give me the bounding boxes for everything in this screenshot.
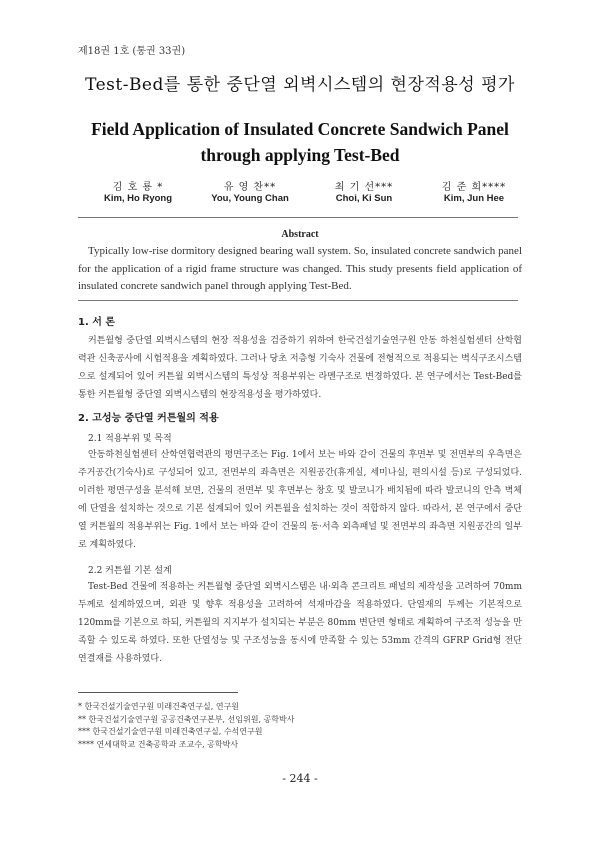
abstract-bottom-rule	[78, 300, 518, 301]
subsection-2-2-paragraph: Test-Bed 건물에 적용하는 커튼월형 중단열 외벽시스템은 내·외측 콘크리트 패널의 제작성을 고려하여 70mm 두께로 설계하였으며, 외관 및 향후 적용성을 고려하여 석재마감을 적용하였다. 단열재의 두께는 기본적으로 120mm를 기본으로 하되, 커튼월의 지지부가 설치되는 부분은 80mm 변단면 형태로 계획하여 구조적 성능을 만족할 수 있도록 하였다. 또한 단열성능 및 구조성능을 동시에 만족할 수 있는 53mm 간격의 GFRP Grid형 전단연결재를 사용하였다.	[78, 582, 522, 664]
author-name-korean: 최 기 선***	[334, 182, 394, 193]
author-name-korean: 김 준 희****	[441, 182, 507, 193]
author-3	[304, 178, 424, 204]
footnote-2: ** 한국건설기술연구원 공공건축연구본부, 선임위원, 공학박사	[78, 714, 295, 724]
author-4	[414, 178, 534, 204]
author-name-english: You, Young Chan	[211, 193, 289, 204]
subsection-2-1-paragraph: 안동하천실험센터 산학연협력관의 평면구조는 Fig. 1에서 보는 바와 같이 건물의 후면부 및 전면부의 우측면은 주거공간(기숙사)로 구성되어 있고, 전면부의 좌측면은 지원공간(휴게실, 세미나실, 편의시설 등)로 구성되었다. 이러한 평면구성을 분석해 보면, 건물의 전면부 및 후면부는 창호 및 발코니가 배치됨에 따라 발코니의 안측 벽체에 단열을 설치하는 것으로 기본 설계되어 있어 커튼월을 설치하는 것이 적합하지 않다. 따라서, 본 연구에서 중단열 커튼월의 적용부위는 Fig. 1에서 보는 바와 같이 건물의 동·서측 외측패널 및 전면부의 좌측면 지원공간의 일부로 계획하였다.	[78, 450, 522, 550]
abstract-heading: Abstract	[281, 229, 319, 240]
author-name-english: Choi, Ki Sun	[335, 193, 393, 204]
author-list	[78, 178, 538, 212]
author-2	[190, 178, 310, 204]
title-korean: Test-Bed를 통한 중단열 외벽시스템의 현장적용성 평가	[85, 75, 515, 95]
abstract-top-rule	[78, 217, 518, 218]
author-1	[78, 178, 198, 204]
footnote-4: **** 연세대학교 건축공학과 조교수, 공학박사	[78, 739, 239, 749]
footnote-1: * 한국건설기술연구원 미래건축연구실, 연구원	[78, 702, 240, 711]
author-name-korean: 김 호 룡 *	[112, 182, 164, 193]
author-name-english: Kim, Ho Ryong	[103, 193, 173, 204]
footnote-3: *** 한국건설기술연구원 미래건축연구실, 수석연구원	[78, 727, 263, 736]
section-2-heading: 2. 고성능 중단열 커튼월의 적용	[78, 413, 219, 424]
subsection-2-1-heading: 2.1 적용부위 및 목적	[88, 434, 172, 444]
footnotes	[78, 701, 294, 751]
title-english: Field Application of Insulated Concrete Sandwich Panel through applying Test-Bed	[91, 119, 509, 165]
abstract-text: Typically low-rise dormitory designed bearing wall system. So, insulated concrete sandwich panel for the application of a rigid frame structure was changed. This study presents field application of insulated concrete sandwich panel through applying Test-Bed.	[78, 245, 522, 292]
journal-header: 제18권 1호 (통권 33권)	[78, 46, 186, 57]
author-name-english: Kim, Jun Hee	[443, 193, 505, 204]
section-1-heading: 1. 서 론	[78, 317, 116, 328]
section-1-paragraph: 커튼월형 중단열 외벽시스템의 현장 적용성을 검증하기 위하여 한국건설기술연구원 안동 하천실험센터 산학협력관 신축공사에 시험적용을 계획하였다. 그러나 당초 저층형 기숙사 건물에 전형적으로 적용되는 벽식구조시스템으로 설계되어 있어 커튼월 외벽시스템의 특성상 적용부위는 라멘구조로 변경하였다. 본 연구에서는 Test-Bed를 통한 커튼월형 중단열 외벽시스템의 현장적용성을 평가하였다.	[78, 336, 522, 400]
footnote-rule	[78, 692, 238, 693]
author-name-korean: 유 영 찬**	[223, 182, 277, 193]
page-number: - 244 -	[282, 772, 318, 785]
subsection-2-2-heading: 2.2 커튼월 기본 설계	[88, 566, 172, 576]
